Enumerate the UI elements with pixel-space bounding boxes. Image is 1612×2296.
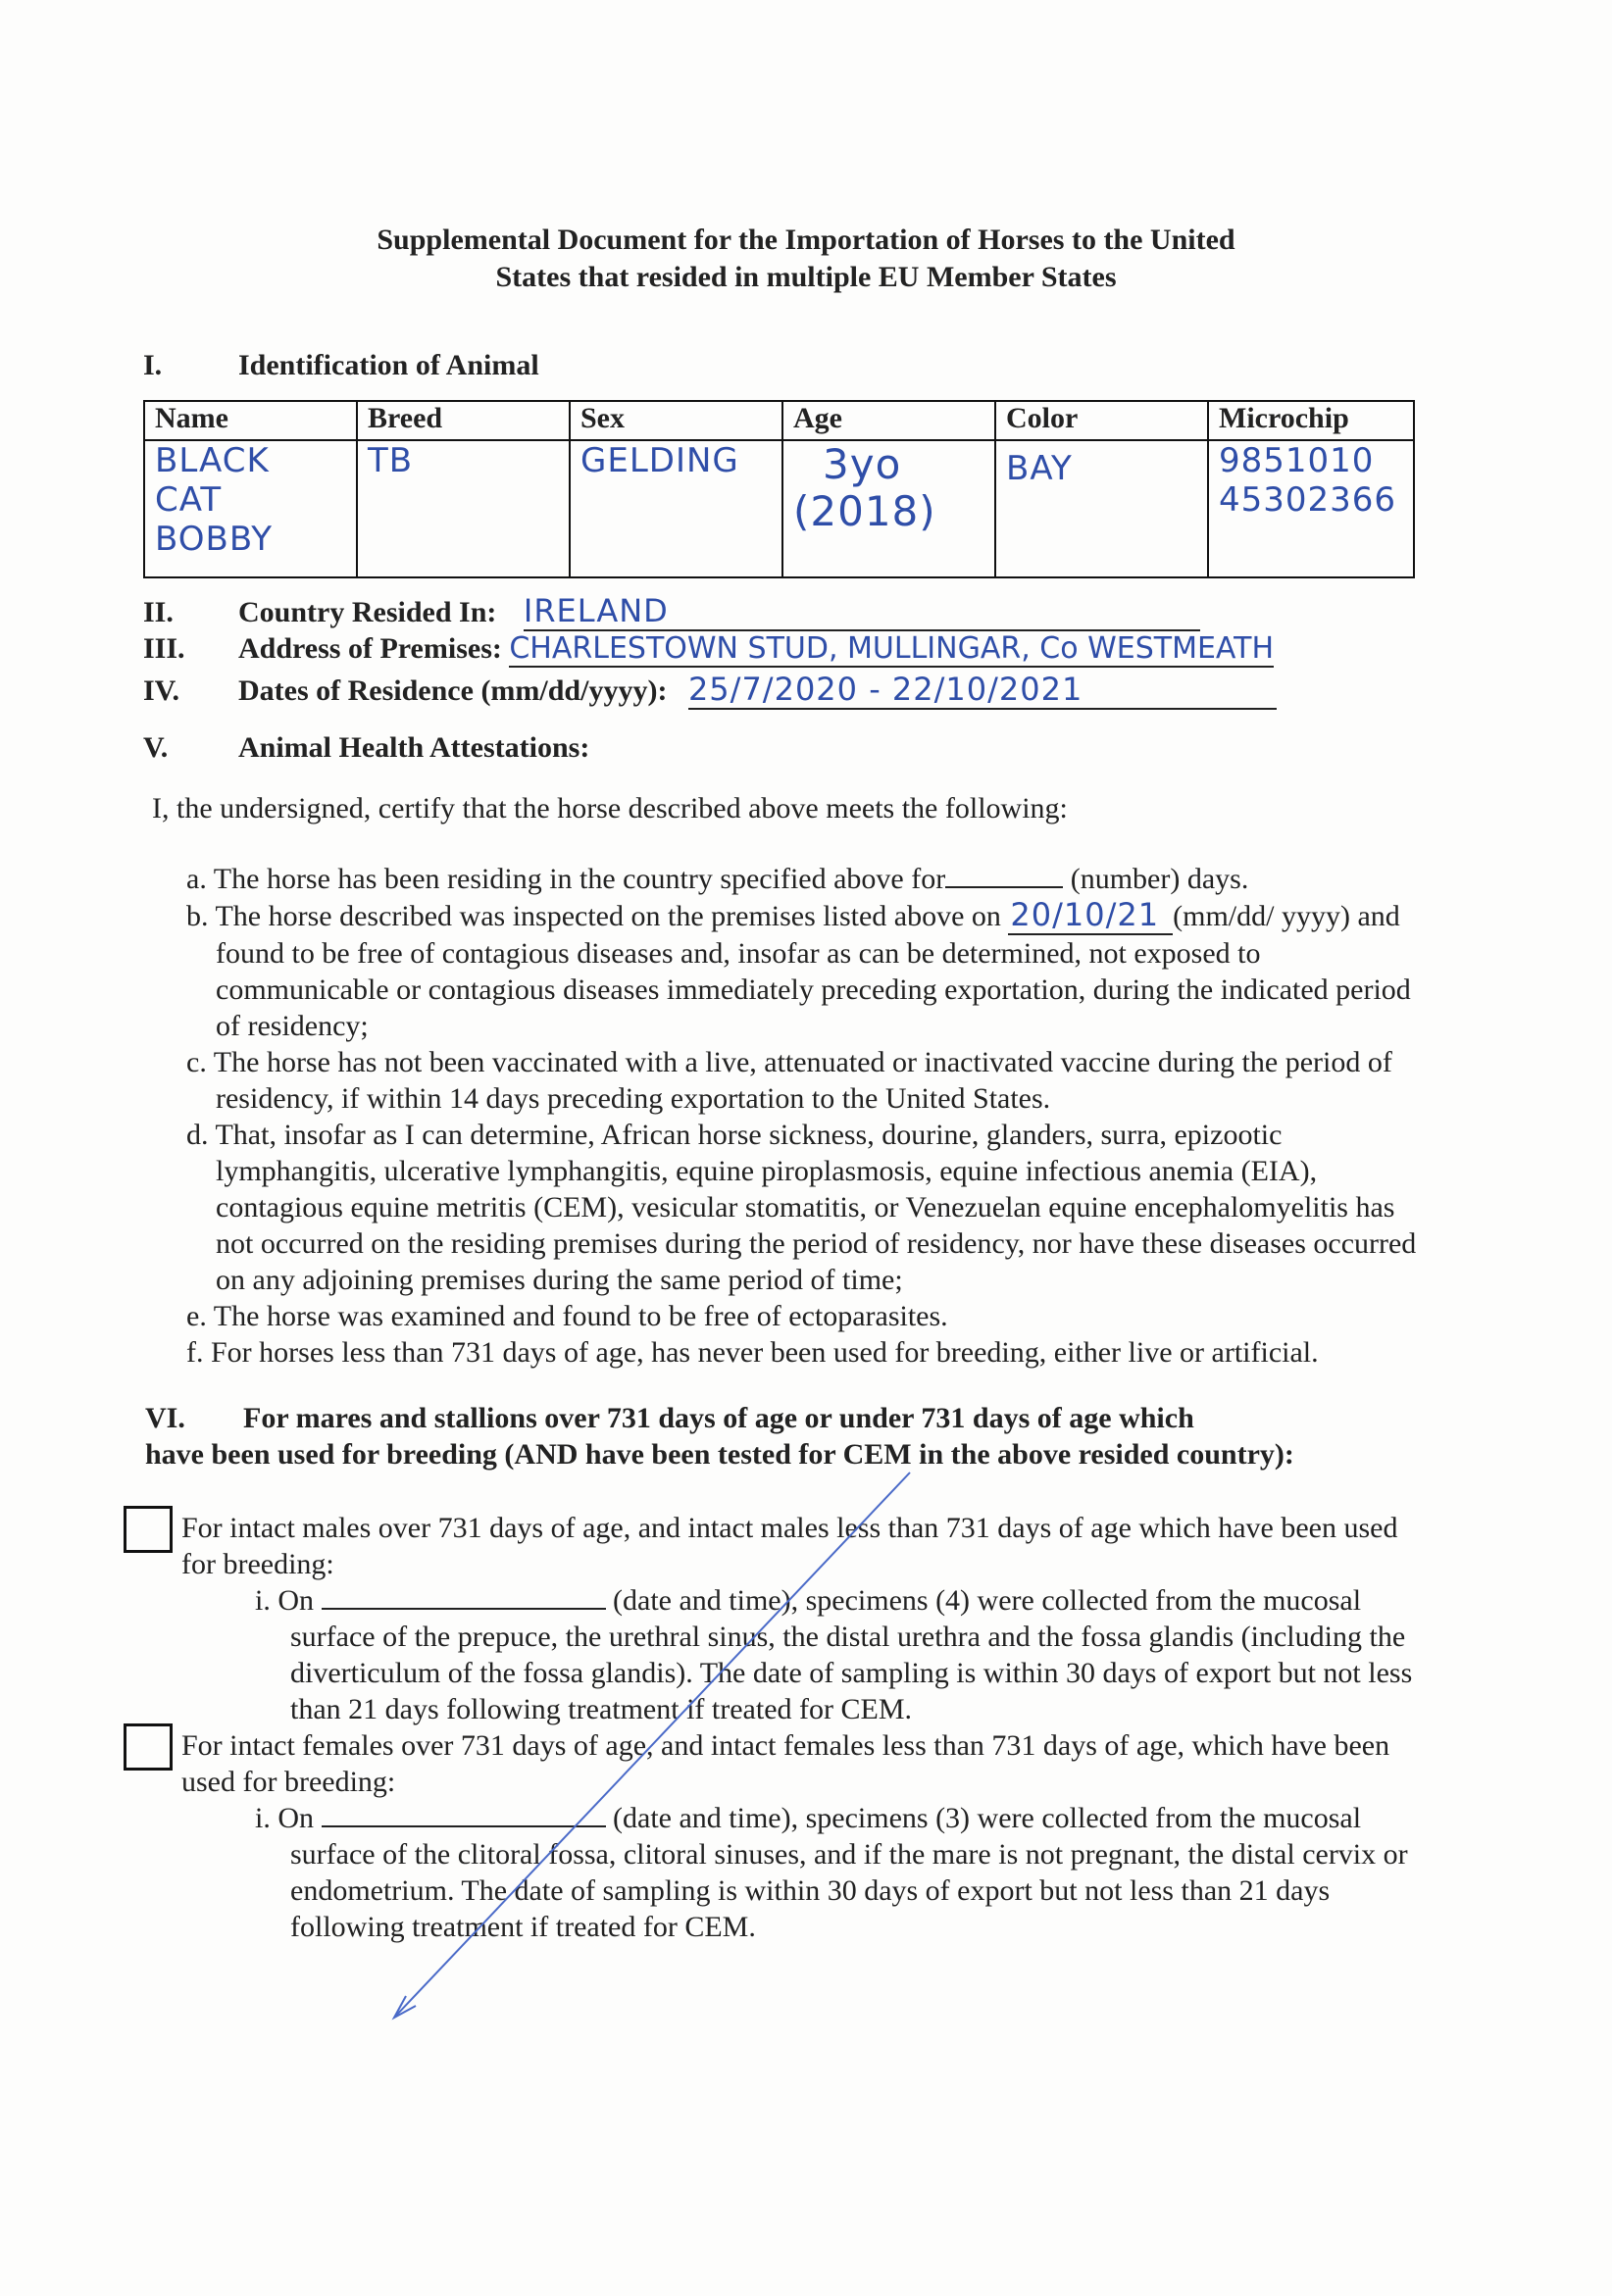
attestation-d: d. That, insofar as I can determine, African horse sickness, dourine, glanders, surra, epizootic lymphangitis, ulcerative lymphangitis, equine piroplasmosis, equine infectious anemia (EIA), contagious equine metritis (CEM), vesicular stomatitis, or Venezuelan equine encephalomyelitis has not occurred on the residing premises during the period of residency, nor have these diseases occurred on any adjoining premises during the same period of time; <box>186 1119 1417 1296</box>
country-label: Country Resided In: <box>238 596 497 628</box>
dates-label: Dates of Residence (mm/dd/yyyy): <box>238 674 668 707</box>
header-age: Age <box>782 401 995 440</box>
attestation-a: a. The horse has been residing in the country specified above for (number) days. <box>186 863 1249 895</box>
microchip-line-1: 9851010 <box>1219 441 1375 480</box>
age-line-1: 3yo <box>823 440 902 488</box>
country-value: IRELAND <box>524 592 1200 631</box>
address-label: Address of Premises: <box>238 632 502 665</box>
section-1-title: Identification of Animal <box>238 349 539 381</box>
strike-line-path <box>394 1472 910 2018</box>
females-sub-item: i. On (date and time), specimens (3) were collected from the mucosal surface of the clitoral fossa, clitoral sinuses, and if the mare is not pregnant, the distal cervix or endometrium. The date of sampling is within 30 days of export but not less than 21 days following treatment if treated for CEM. <box>255 1802 1408 1943</box>
breed-value: TB <box>368 441 414 480</box>
section-5-numeral: V. <box>143 731 169 764</box>
attestation-e: e. The horse was examined and found to be free of ectoparasites. <box>186 1300 948 1332</box>
section-3-numeral: III. <box>143 632 185 665</box>
section-1-numeral: I. <box>143 349 163 381</box>
females-text: For intact females over 731 days of age, and intact females less than 731 days of age, which have been used for breeding: <box>181 1729 1390 1798</box>
color-value: BAY <box>1006 449 1073 488</box>
males-text: For intact males over 731 days of age, and intact males less than 731 days of age which have been used for breeding: <box>181 1512 1398 1580</box>
header-color: Color <box>995 401 1208 440</box>
section-6-title-line-2: have been used for breeding (AND have been tested for CEM in the above resided country): <box>145 1438 1294 1471</box>
address-value: CHARLESTOWN STUD, MULLINGAR, Co WESTMEATH <box>509 631 1275 666</box>
section-6-title-line-1: For mares and stallions over 731 days of age or under 731 days of age which <box>243 1402 1194 1434</box>
age-line-2: (2018) <box>793 487 936 535</box>
header-sex: Sex <box>570 401 782 440</box>
section-2-numeral: II. <box>143 596 174 628</box>
inspection-date: 20/10/21 <box>1008 897 1173 935</box>
attestation-c: c. The horse has not been vaccinated with a live, attenuated or inactivated vaccine during the period of residency, if within 14 days preceding exportation to the United States. <box>186 1046 1392 1115</box>
microchip-line-2: 45302366 <box>1219 480 1397 520</box>
section-6-numeral: VI. <box>145 1402 185 1434</box>
name-line-2: CAT <box>155 480 223 520</box>
dates-value: 25/7/2020 - 22/10/2021 <box>688 671 1277 710</box>
section-4-numeral: IV. <box>143 674 179 707</box>
attestation-b: b. The horse described was inspected on the premises listed above on 20/10/21 (mm/dd/ yyyy) and found to be free of contagious diseases and, insofar as can be determined, not exposed to communicable or contagious diseases immediately preceding exportation, during the indicated period of residency; <box>186 896 1411 1042</box>
name-line-3: BOBBY <box>155 520 274 559</box>
header-microchip: Microchip <box>1208 401 1414 440</box>
attestation-f: f. For horses less than 731 days of age, has never been used for breeding, either live or artificial. <box>186 1336 1319 1369</box>
title-line-1: Supplemental Document for the Importation of Horses to the United <box>377 224 1235 256</box>
title-line-2: States that resided in multiple EU Member States <box>495 261 1117 293</box>
name-line-1: BLACK <box>155 441 270 480</box>
header-breed: Breed <box>357 401 570 440</box>
section-5-title: Animal Health Attestations: <box>238 731 590 764</box>
certify-intro: I, the undersigned, certify that the horse described above meets the following: <box>152 792 1068 824</box>
header-name: Name <box>144 401 357 440</box>
sex-value: GELDING <box>580 441 739 480</box>
males-sub-item: i. On (date and time), specimens (4) were collected from the mucosal surface of the prepuce, the urethral sinus, the distal urethra and the fossa glandis (including the diverticulum of the fossa glandis). The date of sampling is within 30 days of export but not less than 21 days following treatment if treated for CEM. <box>255 1584 1413 1725</box>
